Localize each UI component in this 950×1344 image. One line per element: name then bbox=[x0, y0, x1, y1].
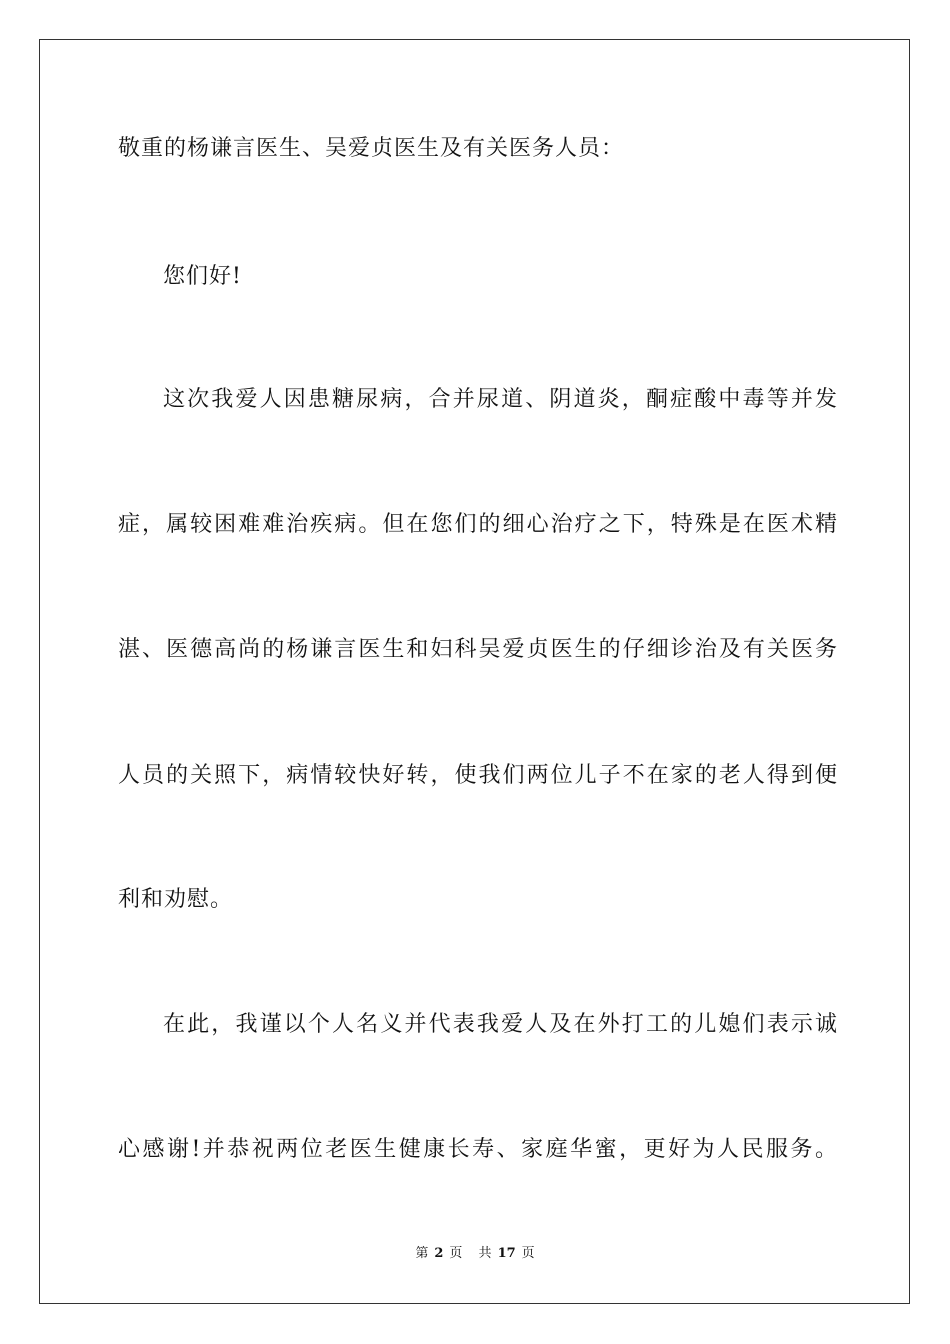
paragraph1-line-5: 利和劝慰。 bbox=[118, 887, 234, 912]
page-suffix: 页 bbox=[449, 1246, 463, 1261]
page-footer bbox=[0, 1245, 950, 1263]
page-border bbox=[39, 39, 910, 1304]
paragraph2-line-2: 心感谢!并恭祝两位老医生健康长寿、家庭华蜜，更好为人民服务。 bbox=[118, 1137, 838, 1162]
paragraph2-line-1: 在此，我谨以个人名义并代表我爱人及在外打工的儿媳们表示诚 bbox=[163, 1012, 838, 1037]
greeting-line: 您们好! bbox=[163, 264, 242, 289]
paragraph1-line-4: 人员的关照下，病情较快好转，使我们两位儿子不在家的老人得到便 bbox=[118, 763, 838, 788]
total-prefix: 共 bbox=[478, 1246, 492, 1261]
page-total-indicator bbox=[476, 1246, 538, 1261]
salutation-line: 敬重的杨谦言医生、吴爱贞医生及有关医务人员： bbox=[118, 136, 625, 161]
page-prefix: 第 bbox=[415, 1246, 429, 1261]
page-total: 17 bbox=[497, 1246, 516, 1261]
page-current: 2 bbox=[434, 1246, 444, 1261]
page-indicator bbox=[412, 1246, 465, 1261]
paragraph1-line-1: 这次我爱人因患糖尿病，合并尿道、阴道炎，酮症酸中毒等并发 bbox=[163, 387, 838, 412]
paragraph1-line-2: 症，属较困难难治疾病。但在您们的细心治疗之下，特殊是在医术精 bbox=[118, 512, 838, 537]
paragraph1-line-3: 湛、医德高尚的杨谦言医生和妇科吴爱贞医生的仔细诊治及有关医务 bbox=[118, 637, 838, 662]
total-suffix: 页 bbox=[521, 1246, 535, 1261]
